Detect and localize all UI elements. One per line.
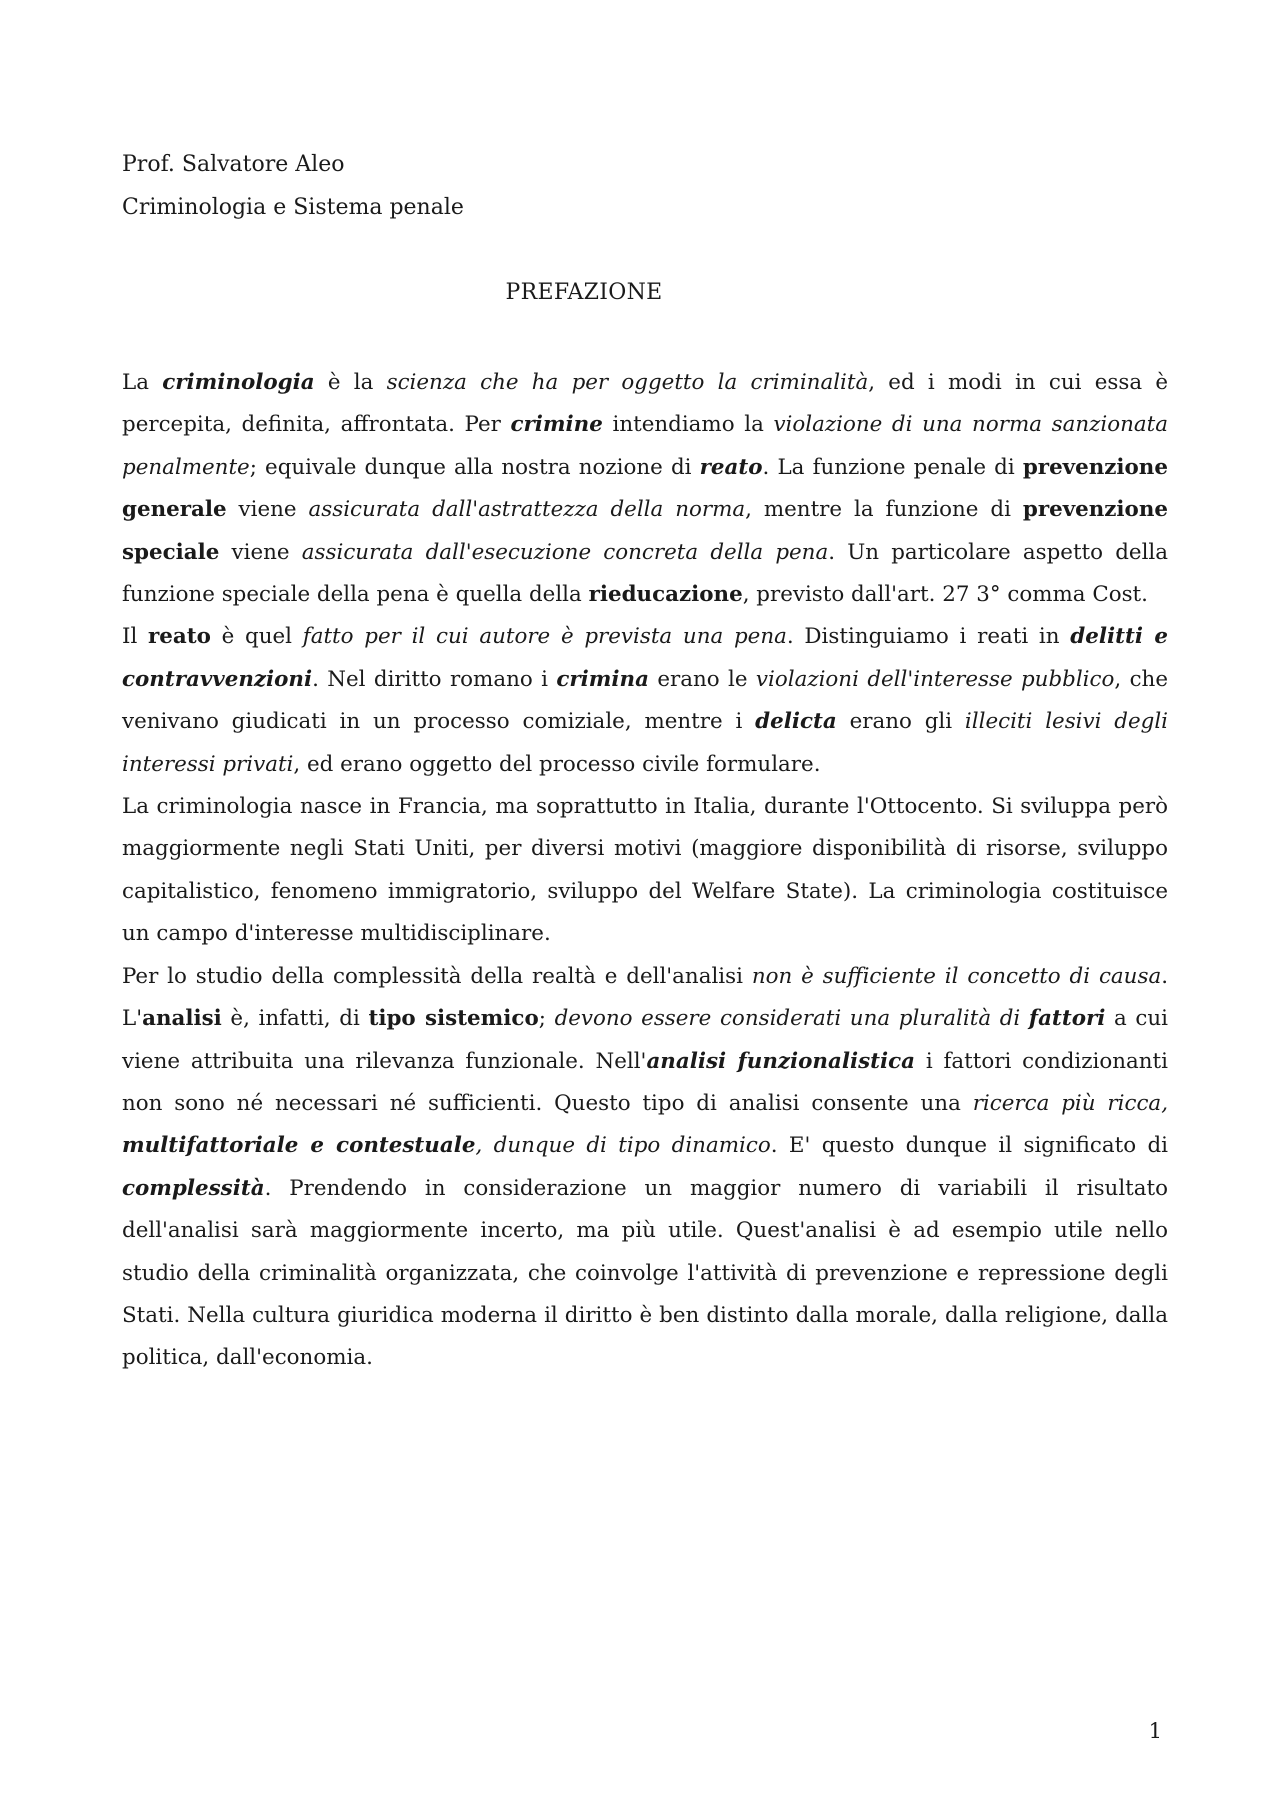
paragraph-1 bbox=[122, 362, 1168, 616]
text-run: analisi bbox=[142, 1006, 222, 1032]
text-run: scienza che ha per oggetto la criminalità bbox=[386, 370, 869, 395]
text-run: . Nel diritto romano i bbox=[312, 666, 557, 692]
text-run: intendiamo la bbox=[602, 412, 774, 438]
text-run: . Un particolare aspetto della funzione speciale della pena è quella della bbox=[122, 539, 1168, 608]
paragraph-2 bbox=[122, 616, 1168, 786]
text-run: ; equivale dunque alla nostra nozione di bbox=[249, 454, 700, 480]
text-run: non è sufficiente il concetto di causa bbox=[751, 963, 1162, 989]
paragraph-3 bbox=[122, 786, 1168, 956]
body-text bbox=[122, 362, 1168, 1380]
course-line: Criminologia e Sistema penale bbox=[122, 195, 464, 220]
text-run: assicurata dall'astrattezza della norma bbox=[308, 497, 746, 523]
text-run: è la bbox=[314, 370, 387, 395]
text-run: La criminologia nasce in Francia, ma soprattutto in Italia, durante l'Ottocento. Si sviluppa però maggiormente negli Stati Uniti, per diversi motivi (maggiore disponibilità di risorse, sviluppo capitalistico, fenomeno immigratorio, sviluppo del Welfare State). La criminologia costituisce un campo d'interesse multidisciplinare. bbox=[122, 794, 1168, 947]
text-run: . Distinguiamo i reati in bbox=[786, 624, 1071, 650]
text-run: violazioni dell'interesse pubblico bbox=[755, 666, 1115, 692]
text-run: . Prendendo in considerazione un maggior numero di variabili il risultato dell'analisi sarà maggiormente incerto, ma più utile. Quest'analisi è ad esempio utile nello studio della criminalità organizzata, che coinvolge l'attività di prevenzione e repressione degli Stati. Nella cultura giuridica moderna il diritto è ben distinto dalla morale, dalla religione, dalla politica, dall'economia. bbox=[122, 1175, 1168, 1371]
text-run: tipo sistemico bbox=[368, 1006, 539, 1032]
text-run: , mentre la funzione di bbox=[745, 497, 1023, 523]
text-run: fattori bbox=[1028, 1006, 1106, 1032]
text-run: è, infatti, di bbox=[221, 1006, 369, 1032]
text-run: prevenzione speciale bbox=[122, 497, 1168, 565]
text-run: , che venivano giudicati in un processo comiziale, mentre i bbox=[122, 666, 1168, 735]
text-run: è quel bbox=[210, 624, 303, 650]
text-run: violazione di una norma sanzionata penalmente bbox=[122, 412, 1168, 480]
text-run: La bbox=[122, 370, 163, 395]
text-run: illeciti lesivi degli interessi privati bbox=[122, 709, 1168, 777]
text-run: , dunque di tipo dinamico bbox=[475, 1133, 771, 1159]
text-run: delitti e contravvenzioni bbox=[122, 624, 1168, 692]
text-run: ricerca più ricca, bbox=[972, 1090, 1168, 1116]
text-run: assicurata dall'esecuzione concreta della pena bbox=[301, 539, 829, 565]
text-run: complessità bbox=[122, 1175, 265, 1201]
text-run: viene bbox=[219, 539, 302, 565]
text-run: reato bbox=[699, 454, 763, 480]
text-run: i fattori condizionanti non sono né necessari né sufficienti. Questo tipo di analisi consente una bbox=[122, 1048, 1168, 1116]
page-number: 1 bbox=[1148, 1719, 1162, 1743]
text-run: viene bbox=[226, 497, 309, 523]
text-run: crimine bbox=[510, 412, 603, 438]
page-title: PREFAZIONE bbox=[505, 280, 663, 305]
text-run: Per lo studio della complessità della realtà e dell'analisi bbox=[122, 963, 752, 989]
text-run: criminologia bbox=[162, 370, 315, 395]
text-run: . La funzione penale di bbox=[762, 454, 1023, 480]
text-run: a cui viene attribuita una rilevanza funzionale. Nell' bbox=[122, 1006, 1168, 1074]
text-run: , ed erano oggetto del processo civile formulare. bbox=[293, 751, 821, 777]
text-run: delicta bbox=[755, 709, 837, 735]
text-run: , previsto dall'art. 27 3° comma Cost. bbox=[742, 582, 1148, 608]
text-run: erano le bbox=[648, 666, 756, 692]
text-run: ; bbox=[538, 1006, 555, 1032]
text-run: fatto per il cui autore è prevista una pena bbox=[302, 624, 787, 650]
text-run: crimina bbox=[556, 666, 649, 692]
text-run: . E' questo dunque il significato di bbox=[770, 1133, 1168, 1159]
text-run: devono essere considerati una pluralità di bbox=[554, 1006, 1029, 1032]
text-run: prevenzione generale bbox=[122, 454, 1168, 523]
text-run: erano gli bbox=[836, 709, 965, 735]
text-run: . L' bbox=[122, 963, 1169, 1032]
text-run: rieducazione bbox=[588, 582, 743, 608]
text-run: analisi funzionalistica bbox=[646, 1048, 916, 1074]
author-line: Prof. Salvatore Aleo bbox=[122, 152, 345, 177]
text-run: , ed i modi in cui essa è percepita, definita, affrontata. Per bbox=[122, 370, 1168, 438]
text-run: Il bbox=[122, 624, 149, 650]
paragraph-4 bbox=[122, 956, 1168, 1380]
text-run: multifattoriale e contestuale bbox=[122, 1133, 476, 1159]
text-run: reato bbox=[148, 624, 211, 650]
